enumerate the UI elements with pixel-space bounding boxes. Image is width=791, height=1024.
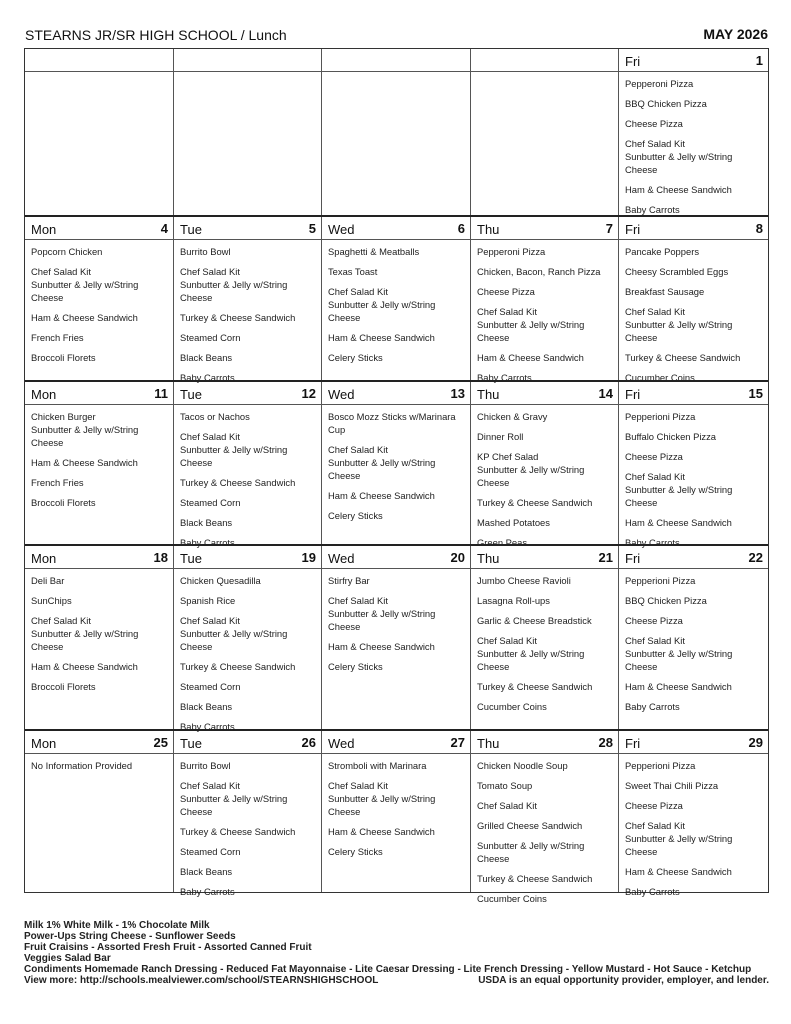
day-header [25,382,173,405]
menu-item: Chef Salad Kit Sunbutter & Jelly w/String Cheese [625,306,733,343]
day-cell [471,382,619,548]
menu-item: Celery Sticks [328,510,383,521]
day-header [619,382,768,405]
menu-items [174,754,321,898]
day-cell [174,49,322,215]
menu-items [619,240,768,384]
day-header [471,546,618,569]
menu-item: Baby Carrots [625,537,680,548]
menu-item: Turkey & Cheese Sandwich [180,661,296,672]
menu-item: Pepperoni Pizza [477,246,546,257]
menu-item: Cucumber Coins [625,372,695,383]
day-header [322,217,470,240]
menu-item: No Information Provided [31,760,133,771]
day-number: 14 [598,386,613,401]
menu-item: Green Peas [477,537,528,548]
menu-item: Chef Salad Kit Sunbutter & Jelly w/String Cheese [625,820,733,857]
menu-item: Texas Toast [328,266,378,277]
day-name: Thu [477,736,500,751]
menu-item: Ham & Cheese Sandwich [31,457,138,468]
menu-item: BBQ Chicken Pizza [625,595,707,606]
day-name: Thu [477,551,500,566]
menu-item: Black Beans [180,517,233,528]
day-number: 8 [755,221,763,236]
menu-item: Lasagna Roll-ups [477,595,550,606]
day-cell [322,382,471,544]
menu-item: Turkey & Cheese Sandwich [625,352,741,363]
menu-item: Chicken Quesadilla [180,575,261,586]
day-header [619,49,768,72]
menu-item: KP Chef Salad Sunbutter & Jelly w/String Cheese [477,451,585,488]
menu-item: Cucumber Coins [477,701,547,712]
menu-item: Dinner Roll [477,431,524,442]
menu-item: Baby Carrots [625,204,680,215]
menu-item: Burrito Bowl [180,246,231,257]
menu-item: Chicken, Bacon, Ranch Pizza [477,266,601,277]
menu-item: Chef Salad Kit Sunbutter & Jelly w/String Cheese [180,266,288,303]
menu-items [25,405,173,509]
menu-item: Chef Salad Kit Sunbutter & Jelly w/String Cheese [625,635,733,672]
menu-item: Turkey & Cheese Sandwich [477,681,593,692]
menu-item: Sweet Thai Chili Pizza [625,780,719,791]
menu-items [322,754,470,858]
menu-item: Ham & Cheese Sandwich [31,661,138,672]
menu-item: Baby Carrots [180,537,235,548]
menu-item: Baby Carrots [477,372,532,383]
menu-item: Chef Salad Kit Sunbutter & Jelly w/String Cheese [625,471,733,508]
day-number: 5 [308,221,316,236]
menu-item: SunChips [31,595,72,606]
menu-item: Chef Salad Kit Sunbutter & Jelly w/String Cheese [328,286,436,323]
menu-item: Chef Salad Kit Sunbutter & Jelly w/String Cheese [328,780,436,817]
menu-items [619,754,768,898]
day-number: 15 [748,386,763,401]
day-header [174,382,321,405]
day-cell [619,731,768,897]
menu-item: Turkey & Cheese Sandwich [477,873,593,884]
day-header [174,731,321,754]
day-name: Fri [625,551,641,566]
menu-item: Baby Carrots [625,886,680,897]
day-name: Thu [477,222,500,237]
day-number: 6 [457,221,465,236]
day-name: Tue [180,736,202,751]
menu-item: Chef Salad Kit Sunbutter & Jelly w/String Cheese [31,615,139,652]
menu-item: Cheesy Scrambled Eggs [625,266,729,277]
menu-item: Baby Carrots [180,886,235,897]
veggies-line: Veggies Salad Bar [24,953,111,964]
menu-item: Cheese Pizza [625,451,683,462]
day-number: 19 [301,550,316,565]
menu-items [322,240,470,364]
day-number: 26 [301,735,316,750]
menu-item: Pepperioni Pizza [625,760,696,771]
menu-items [619,569,768,713]
menu-item: Mashed Potatoes [477,517,550,528]
menu-items [25,569,173,693]
day-cell [471,546,619,729]
day-header [471,382,618,405]
menu-item: Ham & Cheese Sandwich [625,681,732,692]
day-header [619,546,768,569]
menu-item: Pepperoni Pizza [625,78,694,89]
day-header [174,49,321,72]
menu-item: Spanish Rice [180,595,236,606]
menu-item: Chef Salad Kit Sunbutter & Jelly w/String Cheese [625,138,733,175]
menu-item: Cheese Pizza [625,118,683,129]
menu-item: Turkey & Cheese Sandwich [180,312,296,323]
day-number: 25 [153,735,168,750]
menu-item: Black Beans [180,352,233,363]
menu-item: Buffalo Chicken Pizza [625,431,717,442]
fruit-line: Fruit Craisins - Assorted Fresh Fruit - Assorted Canned Fruit [24,942,312,953]
menu-item: Breakfast Sausage [625,286,705,297]
menu-item: Ham & Cheese Sandwich [328,332,435,343]
menu-item: Celery Sticks [328,846,383,857]
menu-items [174,569,321,733]
menu-item: Ham & Cheese Sandwich [328,641,435,652]
menu-item: Garlic & Cheese Breadstick [477,615,592,626]
day-name: Tue [180,551,202,566]
menu-item: Turkey & Cheese Sandwich [180,477,296,488]
day-number: 1 [755,53,763,68]
day-name: Fri [625,54,641,69]
day-header [25,546,173,569]
day-number: 28 [598,735,613,750]
menu-item: Pancake Poppers [625,246,700,257]
menu-item: Pepperioni Pizza [625,411,696,422]
day-header [25,49,173,72]
day-name: Wed [328,736,355,751]
day-number: 27 [450,735,465,750]
day-cell [174,731,322,897]
menu-item: Pepperioni Pizza [625,575,696,586]
menu-items [174,240,321,384]
menu-item: Chef Salad Kit [477,800,537,811]
menu-item: Steamed Corn [180,846,241,857]
menu-items [471,72,618,77]
menu-item: Cheese Pizza [625,800,683,811]
menu-item: Chef Salad Kit Sunbutter & Jelly w/String Cheese [477,306,585,343]
day-header [471,49,618,72]
day-cell [619,382,768,548]
week-row [25,215,768,383]
menu-item: Broccoli Florets [31,497,96,508]
day-cell [322,546,471,729]
menu-item: Turkey & Cheese Sandwich [180,826,296,837]
day-cell [471,49,619,215]
menu-item: Baby Carrots [180,721,235,732]
menu-item: Cucumber Coins [477,893,547,904]
day-header [25,217,173,240]
week-row [25,380,768,548]
menu-items [174,72,321,77]
day-number: 4 [160,221,168,236]
day-header [322,49,470,72]
day-header [322,382,470,405]
menu-item: Chicken & Gravy [477,411,548,422]
day-name: Wed [328,387,355,402]
menu-footer [24,920,769,986]
powerups-line: Power-Ups String Cheese - Sunflower Seeds [24,931,236,942]
menu-item: BBQ Chicken Pizza [625,98,707,109]
day-name: Mon [31,222,57,237]
menu-item: Sunbutter & Jelly w/String Cheese [477,840,585,864]
day-number: 13 [450,386,465,401]
menu-item: French Fries [31,332,84,343]
menu-item: Celery Sticks [328,661,383,672]
menu-items [471,240,618,384]
day-header [174,546,321,569]
day-cell [322,217,471,380]
menu-item: Cheese Pizza [625,615,683,626]
menu-item: Chef Salad Kit Sunbutter & Jelly w/String Cheese [180,780,288,817]
day-name: Mon [31,736,57,751]
menu-items [174,405,321,549]
day-header [25,731,173,754]
day-cell [322,49,471,215]
menu-items [322,405,470,522]
day-name: Mon [31,551,57,566]
menu-item: Deli Bar [31,575,65,586]
day-name: Tue [180,387,202,402]
menu-item: Tomato Soup [477,780,533,791]
day-header [619,731,768,754]
menu-item: Black Beans [180,701,233,712]
day-cell [174,382,322,548]
day-header [619,217,768,240]
day-cell [25,49,174,215]
day-cell [619,217,768,383]
week-row [25,544,768,732]
menu-items [471,405,618,549]
menu-item: French Fries [31,477,84,488]
day-number: 12 [301,386,316,401]
day-cell [471,731,619,904]
day-cell [174,546,322,732]
day-header [471,731,618,754]
month-title: MAY 2026 [703,26,768,42]
day-cell [25,382,174,544]
menu-item: Popcorn Chicken [31,246,103,257]
menu-item: Chicken Burger Sunbutter & Jelly w/String Cheese [31,411,139,448]
day-cell [25,731,174,892]
menu-item: Jumbo Cheese Ravioli [477,575,571,586]
day-name: Thu [477,387,500,402]
week-row [25,49,768,215]
day-number: 18 [153,550,168,565]
menu-items [619,72,768,216]
menu-item: Cheese Pizza [477,286,535,297]
menu-item: Ham & Cheese Sandwich [625,517,732,528]
week-row [25,729,768,904]
menu-item: Tacos or Nachos [180,411,250,422]
day-cell [174,217,322,383]
day-name: Wed [328,551,355,566]
menu-items [322,72,470,77]
menu-item: Ham & Cheese Sandwich [625,866,732,877]
day-header [322,546,470,569]
menu-calendar [24,48,769,904]
menu-items [25,754,173,772]
menu-item: Broccoli Florets [31,681,96,692]
day-cell [25,217,174,380]
day-number: 11 [154,386,168,401]
menu-item: Ham & Cheese Sandwich [328,490,435,501]
menu-item: Baby Carrots [180,372,235,383]
menu-item: Ham & Cheese Sandwich [477,352,584,363]
day-number: 29 [748,735,763,750]
menu-items [471,569,618,713]
day-header [322,731,470,754]
menu-item: Chef Salad Kit Sunbutter & Jelly w/String Cheese [180,431,288,468]
menu-item: Steamed Corn [180,497,241,508]
menu-item: Ham & Cheese Sandwich [31,312,138,323]
menu-item: Burrito Bowl [180,760,231,771]
menu-item: Chef Salad Kit Sunbutter & Jelly w/String Cheese [31,266,139,303]
menu-items [471,754,618,905]
day-cell [619,546,768,729]
day-name: Fri [625,222,641,237]
menu-item: Baby Carrots [625,701,680,712]
menu-item: Ham & Cheese Sandwich [625,184,732,195]
day-number: 7 [605,221,613,236]
day-header [174,217,321,240]
menu-item: Broccoli Florets [31,352,96,363]
menu-item: Ham & Cheese Sandwich [328,826,435,837]
menu-items [25,240,173,364]
school-title: STEARNS JR/SR HIGH SCHOOL / Lunch [25,27,287,43]
menu-item: Steamed Corn [180,681,241,692]
menu-item: Celery Sticks [328,352,383,363]
day-number: 20 [450,550,465,565]
menu-item: Black Beans [180,866,233,877]
day-cell [322,731,471,892]
day-cell [471,217,619,383]
menu-item: Steamed Corn [180,332,241,343]
menu-item: Stromboli with Marinara [328,760,427,771]
menu-item: Stirfry Bar [328,575,370,586]
view-more-link[interactable]: View more: http://schools.mealviewer.com/school/STEARNSHIGHSCHOOL [24,975,379,986]
day-cell [619,49,768,215]
menu-items [322,569,470,673]
menu-item: Chef Salad Kit Sunbutter & Jelly w/String Cheese [328,444,436,481]
day-name: Fri [625,387,641,402]
menu-item: Chef Salad Kit Sunbutter & Jelly w/String Cheese [328,595,436,632]
menu-item: Grilled Cheese Sandwich [477,820,583,831]
day-name: Wed [328,222,355,237]
day-cell [25,546,174,729]
menu-item: Chef Salad Kit Sunbutter & Jelly w/String Cheese [180,615,288,652]
day-name: Tue [180,222,202,237]
usda-statement: USDA is an equal opportunity provider, employer, and lender. [478,975,769,986]
milk-line: Milk 1% White Milk - 1% Chocolate Milk [24,920,210,931]
menu-item: Turkey & Cheese Sandwich [477,497,593,508]
day-name: Fri [625,736,641,751]
day-number: 21 [598,550,613,565]
menu-items [619,405,768,549]
condiments-line: Condiments Homemade Ranch Dressing - Reduced Fat Mayonnaise - Lite Caesar Dressing - Lite French Dressing - Yellow Mustard - Hot Sauce - Ketchup [24,964,752,975]
menu-item: Chicken Noodle Soup [477,760,568,771]
menu-item: Spaghetti & Meatballs [328,246,420,257]
day-number: 22 [748,550,763,565]
menu-items [25,72,173,77]
day-name: Mon [31,387,57,402]
menu-item: Bosco Mozz Sticks w/Marinara Cup [328,411,456,435]
menu-item: Chef Salad Kit Sunbutter & Jelly w/String Cheese [477,635,585,672]
day-header [471,217,618,240]
